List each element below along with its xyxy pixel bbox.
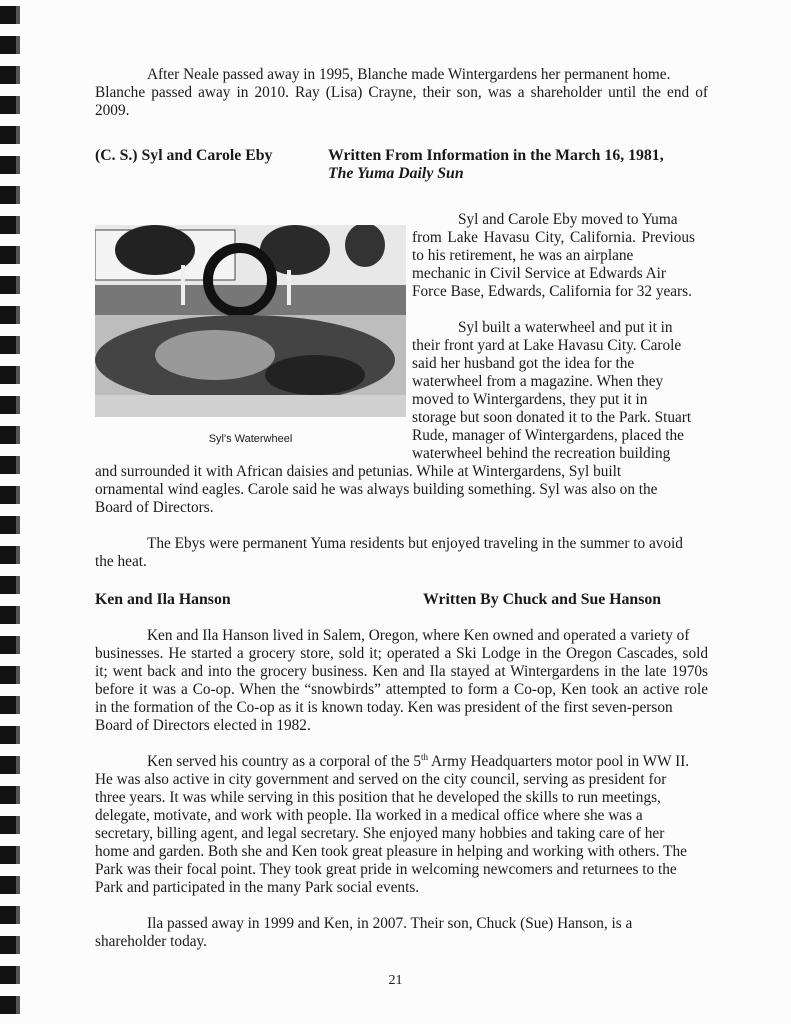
byline: Written By Chuck and Sue Hanson (423, 591, 662, 608)
paragraph-line: said her husband got the idea for the (412, 355, 635, 372)
spiral-binding (0, 0, 20, 1024)
paragraph-line: Syl built a waterwheel and put it in (458, 319, 673, 336)
paragraph-line: He was also active in city government and served on the city council, serving as president for (95, 771, 667, 788)
superscript: th (420, 751, 428, 762)
paragraph-line: it; went back and into the grocery business. Ken and Ila stayed at Wintergardens in the late 1970s (95, 663, 708, 680)
paragraph-line: from Lake Havasu City, California. Previous (412, 229, 695, 246)
paragraph-line: waterwheel from a magazine. When they (412, 373, 664, 390)
paragraph-line: Rude, manager of Wintergardens, placed the (412, 427, 684, 444)
text: Ken served his country as a corporal of the 5 (147, 753, 421, 770)
paragraph-line: secretary, billing agent, and legal secretary. She enjoyed many hobbies and taking care of her (95, 825, 665, 842)
paragraph-line: mechanic in Civil Service at Edwards Air (412, 265, 667, 282)
paragraph-line: Blanche passed away in 2010. Ray (Lisa) Crayne, their son, was a shareholder until the end of (95, 84, 708, 101)
source-newspaper: The Yuma Daily Sun (328, 165, 464, 182)
source-line: Written From Information in the March 16, 1981, (328, 147, 664, 164)
paragraph-line: 2009. (95, 102, 130, 119)
paragraph-line: Ila passed away in 1999 and Ken, in 2007. Their son, Chuck (Sue) Hanson, is a (147, 915, 633, 932)
paragraph-line: Park was their focal point. They took great pride in welcoming newcomers and returnees to the (95, 861, 677, 878)
paragraph-line: Board of Directors elected in 1982. (95, 717, 311, 734)
section-heading-hanson: Ken and Ila Hanson (95, 591, 231, 608)
paragraph-line: businesses. He started a grocery store, sold it; operated a Ski Lodge in the Oregon Cascades, sold (95, 645, 708, 662)
paragraph-line: their front yard at Lake Havasu City. Carole (412, 337, 682, 354)
paragraph-line (147, 753, 689, 771)
paragraph-line: Syl and Carole Eby moved to Yuma (458, 211, 678, 228)
paragraph-line: three years. It was while serving in this position that he developed the skills to run meetings, (95, 789, 661, 806)
paragraph-line: the heat. (95, 553, 147, 570)
paragraph-line: home and garden. Both she and Ken took great pleasure in helping and working with others. The (95, 843, 687, 860)
paragraph-line: Board of Directors. (95, 499, 214, 516)
paragraph-line: delegate, motivate, and work with people. Ila worked in a medical office where she was a (95, 807, 643, 824)
page-number: 21 (388, 973, 403, 988)
paragraph-line: before it was a Co-op. When the “snowbirds” attempted to form a Co-op, Ken took an active role (95, 681, 708, 698)
photo-caption: Syl's Waterwheel (208, 433, 293, 445)
paragraph-line: storage but soon donated it to the Park. Stuart (412, 409, 692, 426)
paragraph-line: moved to Wintergardens, they put it in (412, 391, 648, 408)
paragraph-line: ornamental wind eagles. Carole said he was always building something. Syl was also on the (95, 481, 658, 498)
section-heading-eby: (C. S.) Syl and Carole Eby (95, 147, 273, 164)
paragraph-line: shareholder today. (95, 933, 207, 950)
paragraph-line: Park and participated in the many Park social events. (95, 879, 420, 896)
paragraph-line: Ken and Ila Hanson lived in Salem, Oregon, where Ken owned and operated a variety of (147, 627, 690, 644)
paragraph-line: to his retirement, he was an airplane (412, 247, 634, 264)
paragraph-line: After Neale passed away in 1995, Blanche made Wintergardens her permanent home. (147, 66, 671, 83)
paragraph-line: The Ebys were permanent Yuma residents but enjoyed traveling in the summer to avoid (147, 535, 683, 552)
paragraph-line: and surrounded it with African daisies and petunias. While at Wintergardens, Syl built (95, 463, 622, 480)
text: Army Headquarters motor pool in WW II. (428, 753, 690, 770)
paragraph-line: in the formation of the Co-op as it is known today. Ken was president of the first seven-person (95, 699, 673, 716)
waterwheel-photo (95, 225, 406, 417)
paragraph-line: Force Base, Edwards, California for 32 years. (412, 283, 692, 300)
paragraph-line: waterwheel behind the recreation building (412, 445, 671, 462)
